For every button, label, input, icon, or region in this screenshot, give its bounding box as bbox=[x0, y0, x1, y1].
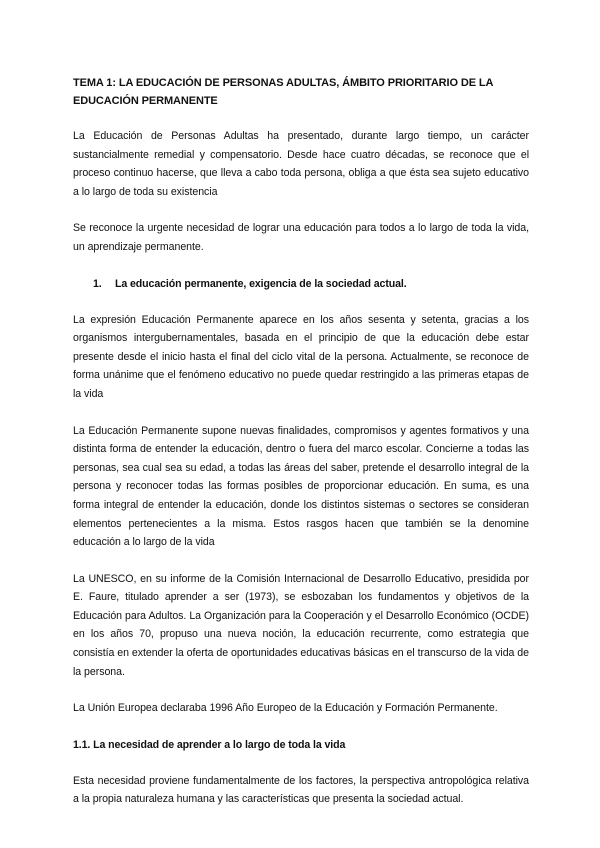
section-1-title: La educación permanente, exigencia de la sociedad actual. bbox=[115, 277, 407, 290]
document-title: TEMA 1: LA EDUCACIÓN DE PERSONAS ADULTAS, ÁMBITO PRIORITARIO DE LA EDUCACIÓN PERMANENTE bbox=[73, 77, 493, 107]
document-page bbox=[73, 74, 529, 809]
subsection-1-1-heading: 1.1. La necesidad de aprender a lo largo de toda la vida bbox=[73, 738, 346, 751]
section-1-paragraph-4: La Unión Europea declaraba 1996 Año Europeo de la Educación y Formación Permanente. bbox=[73, 702, 498, 715]
section-1-paragraph-3: La UNESCO, en su informe de la Comisión Internacional de Desarrollo Educativo, presidida por E. Faure, titulado aprender a ser (1973), se esbozaban los fundamentos y objetivos de la Educación para Adultos. La Organización para la Cooperación y el Desarrollo Económico (OCDE) en los años 70, propuso una nueva noción, la educación recurrente, como estrategia que consistía en extender la oferta de oportunidades educativas básicas en el transcurso de la vida de la persona. bbox=[73, 572, 529, 678]
intro-paragraph-1: La Educación de Personas Adultas ha presentado, durante largo tiempo, un carácter sustancialmente remedial y compensatorio. Desde hace cuatro décadas, se reconoce que el proceso continuo hacerse, que lleva a cabo toda persona, obliga a que ésta sea sujeto educativo a lo largo de toda su existencia bbox=[73, 130, 529, 198]
subsection-1-1-paragraph-1: Esta necesidad proviene fundamentalmente de los factores, la perspectiva antropológica relativa a la propia naturaleza humana y las características que presenta la sociedad actual. bbox=[73, 774, 529, 806]
section-1-paragraph-2: La Educación Permanente supone nuevas finalidades, compromisos y agentes formativos y una distinta forma de entender la educación, dentro o fuera del marco escolar. Concierne a todas las personas, sea cual sea su edad, a todas las áreas del saber, pretende el desarrollo integral de la persona y reconocer todas las formas posibles de proporcionar educación. En suma, es una forma integral de entender la educación, donde los distintos sistemas o sectores se consideran elementos pertenecientes a la misma. Estos rasgos hacen que también se la denomine educación a lo largo de la vida bbox=[73, 424, 529, 549]
intro-paragraph-2: Se reconoce la urgente necesidad de lograr una educación para todos a lo largo de toda la vida, un aprendizaje permanente. bbox=[73, 222, 529, 253]
section-1-heading bbox=[73, 275, 529, 293]
section-1-number: 1. bbox=[93, 277, 102, 290]
section-1-paragraph-1: La expresión Educación Permanente aparece en los años sesenta y setenta, gracias a los organismos intergubernamentales, basada en el principio de que la educación debe estar presente desde el inicio hasta el final del ciclo vital de la persona. Actualmente, se reconoce de forma unánime que el fenómeno educativo no puede quedar restringido a las primeras etapas de la vida bbox=[73, 313, 529, 400]
